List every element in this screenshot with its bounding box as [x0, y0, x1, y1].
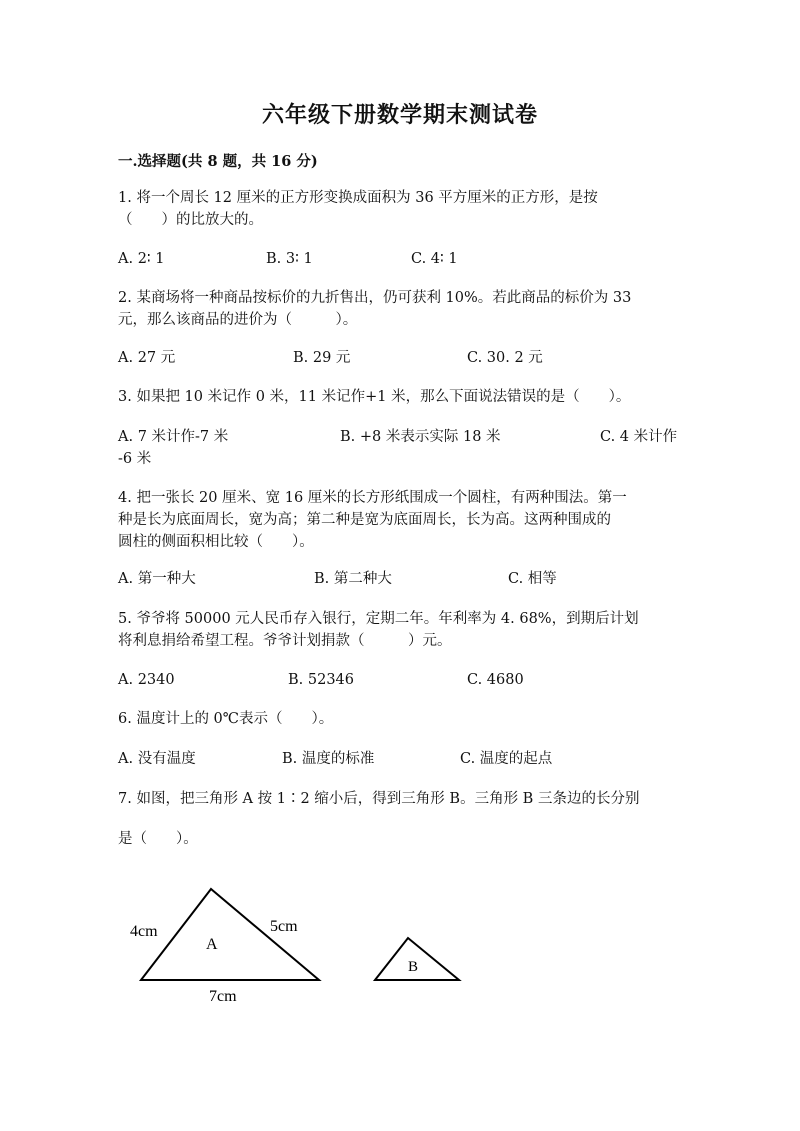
question-6-line-1: 6. 温度计上的 0℃表示（ ）。 [118, 711, 334, 727]
option-b[interactable]: B. 第二种大 [314, 571, 392, 587]
question-5-line-1: 5. 爷爷将 50000 元人民币存入银行，定期二年。年利率为 4. 68%，到期后计划 [118, 611, 639, 627]
option-b[interactable]: B. 温度的标准 [282, 751, 375, 767]
question-7-line-2: 是（ ）。 [118, 831, 198, 847]
option-c[interactable]: C. 相等 [508, 571, 557, 587]
question-3-line-1: 3. 如果把 10 米记作 0 米，11 米记作+1 米，那么下面说法错误的是（ ）。 [118, 389, 631, 405]
question-4-line-1: 4. 把一张长 20 厘米、宽 16 厘米的长方形纸围成一个圆柱，有两种围法。第一 [118, 490, 627, 506]
side-right-label: 5cm [270, 918, 298, 935]
option-a[interactable]: A. 第一种大 [118, 571, 196, 587]
question-2-line-2: 元，那么该商品的进价为（ ）。 [118, 312, 358, 328]
option-b[interactable]: B. +8 米表示实际 18 米 [340, 429, 501, 445]
question-1-line-1: 1. 将一个周长 12 厘米的正方形变换成面积为 36 平方厘米的正方形，是按 [118, 190, 598, 206]
option-b[interactable]: B. 29 元 [293, 350, 351, 366]
option-a[interactable]: A. 27 元 [118, 350, 176, 366]
section-heading: 一.选择题(共 8 题，共 16 分) [118, 153, 318, 170]
triangle-b-label: B [408, 959, 419, 975]
option-b[interactable]: B. 52346 [288, 672, 355, 688]
question-4-line-2: 种是长为底面周长，宽为高；第二种是宽为底面周长，长为高。这两种围成的 [118, 512, 611, 528]
question-1-line-2: （ ）的比放大的。 [118, 212, 263, 228]
option-a[interactable]: A. 2340 [118, 672, 175, 688]
side-left-label: 4cm [130, 923, 158, 940]
option-c[interactable]: C. 30. 2 元 [467, 350, 543, 366]
option-c[interactable]: C. 4∶ 1 [411, 251, 458, 267]
option-a[interactable]: A. 7 米计作-7 米 [118, 429, 229, 445]
question-2-line-1: 2. 某商场将一种商品按标价的九折售出，仍可获利 10%。若此商品的标价为 33 [118, 290, 632, 306]
question-4-line-3: 圆柱的侧面积相比较（ ）。 [118, 534, 314, 550]
option-a[interactable]: A. 没有温度 [118, 751, 196, 767]
option-c[interactable]: C. 4 米计作 [600, 429, 678, 445]
question-7-line-1: 7. 如图，把三角形 A 按 1∶2 缩小后，得到三角形 B。三角形 B 三条边的长分别 [118, 791, 640, 807]
option-a[interactable]: A. 2∶ 1 [118, 251, 165, 267]
option-c[interactable]: C. 4680 [467, 672, 524, 688]
page-title: 六年级下册数学期末测试卷 [261, 102, 538, 128]
question-5-line-2: 将利息捐给希望工程。爷爷计划捐款（ ）元。 [118, 633, 452, 649]
triangle-a-label: A [206, 936, 218, 953]
option-c[interactable]: C. 温度的起点 [460, 751, 553, 767]
side-bottom-label: 7cm [209, 988, 237, 1005]
option-b[interactable]: B. 3∶ 1 [266, 251, 313, 267]
option-c-continuation: -6 米 [118, 451, 152, 467]
